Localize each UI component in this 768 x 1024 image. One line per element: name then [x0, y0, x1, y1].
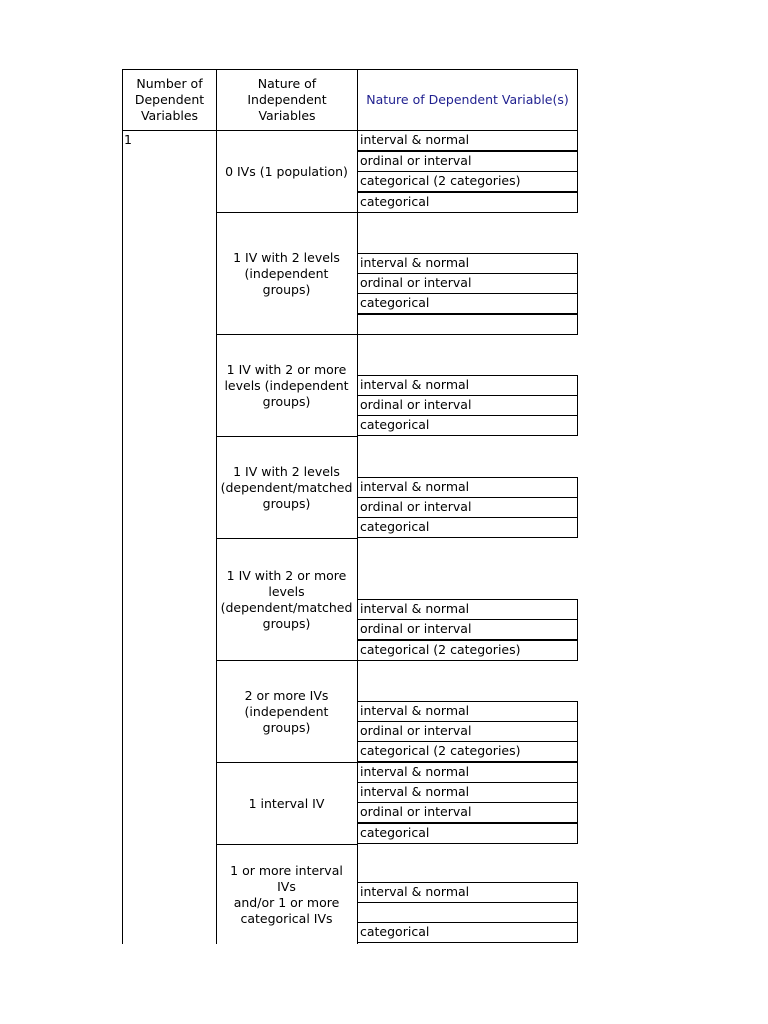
iv-cell: 1 IV with 2 or more levels (independent groups) [216, 334, 358, 436]
dv-cell: ordinal or interval [357, 151, 578, 172]
iv-cell: 1 interval IV [216, 762, 358, 844]
dv-cell: ordinal or interval [357, 619, 578, 640]
dv-cell: interval & normal [357, 130, 578, 151]
iv-cell: 1 IV with 2 levels (dependent/matched groups) [216, 436, 358, 538]
dv-cell: interval & normal [357, 477, 578, 498]
dv-cell: ordinal or interval [357, 802, 578, 823]
dv-cell: categorical [357, 922, 578, 943]
dv-cell: ordinal or interval [357, 273, 578, 294]
dv-cell: interval & normal [357, 253, 578, 274]
dv-cell: ordinal or interval [357, 395, 578, 416]
dv-cell: ordinal or interval [357, 721, 578, 742]
dv-cell: categorical [357, 415, 578, 436]
dv-cell [357, 902, 578, 923]
dv-cell: categorical (2 categories) [357, 741, 578, 762]
iv-cell: 2 or more IVs (independent groups) [216, 660, 358, 762]
header-nature-of-independent-variables: Nature of Independent Variables [216, 69, 358, 131]
dv-cell: interval & normal [357, 701, 578, 722]
header-nature-of-dependent-variables: Nature of Dependent Variable(s) [357, 69, 578, 131]
dv-cell: interval & normal [357, 882, 578, 903]
dv-cell: categorical [357, 192, 578, 213]
header-number-of-dependent-variables: Number of Dependent Variables [122, 69, 217, 131]
dv-cell: categorical [357, 517, 578, 538]
dv-cell: interval & normal [357, 599, 578, 620]
iv-cell: 0 IVs (1 population) [216, 130, 358, 212]
dv-cell: interval & normal [357, 762, 578, 783]
iv-cell: 1 IV with 2 levels (independent groups) [216, 212, 358, 334]
dv-cell [357, 314, 578, 335]
dv-cell: ordinal or interval [357, 497, 578, 518]
dv-cell: categorical [357, 823, 578, 844]
dv-cell: interval & normal [357, 375, 578, 396]
dv-cell: categorical (2 categories) [357, 640, 578, 661]
number-of-dependent-variables-value: 1 [124, 132, 132, 147]
iv-cell: 1 or more interval IVs and/or 1 or more categorical IVs [216, 844, 358, 944]
dv-cell: categorical [357, 293, 578, 314]
iv-cell: 1 IV with 2 or more levels (dependent/matched groups) [216, 538, 358, 660]
left-border [122, 130, 123, 944]
dv-cell: categorical (2 categories) [357, 171, 578, 192]
dv-cell: interval & normal [357, 782, 578, 803]
